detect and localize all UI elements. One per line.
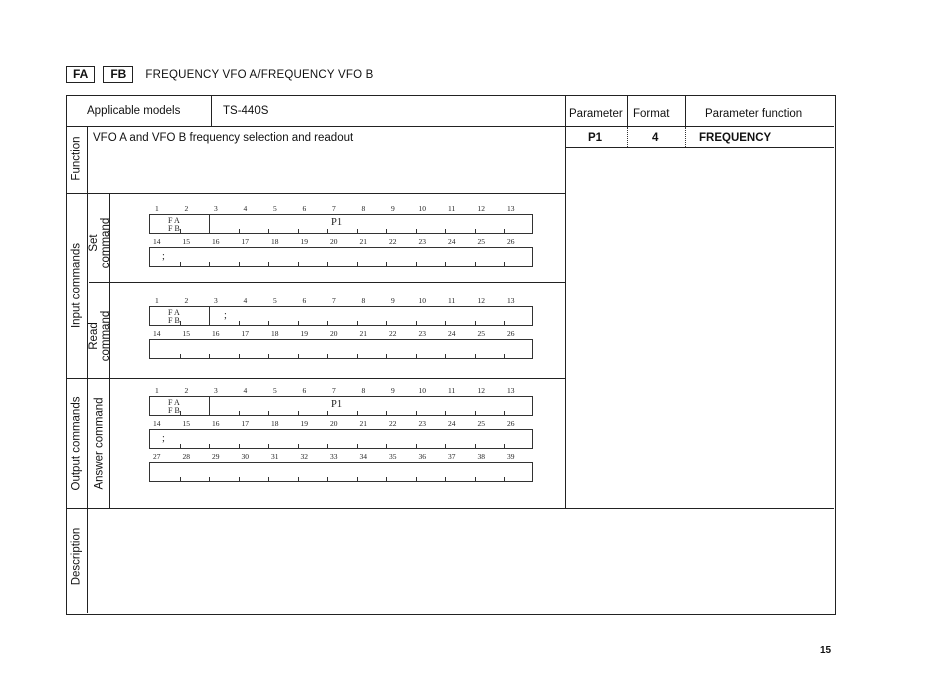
ans-row1-number: 5 (273, 386, 277, 395)
function-label: Function (70, 136, 83, 181)
ans-row3-tick (327, 477, 328, 482)
cmd-fa: F A (168, 216, 180, 225)
read-row1-tick (475, 321, 476, 326)
set-row2-number: 19 (300, 237, 308, 246)
read-row1-tick (239, 321, 240, 326)
ans-row1-number: 8 (361, 386, 366, 395)
read-row1-number: 4 (243, 296, 248, 305)
read-row2-number: 25 (477, 329, 485, 338)
set-label: Set (88, 234, 100, 252)
read-row1-tick (327, 321, 328, 326)
header-divider (67, 126, 834, 127)
function-divider (67, 193, 565, 194)
read-row2-tick (416, 354, 417, 359)
set-row2-tick (416, 262, 417, 267)
read-row1-number: 13 (507, 296, 515, 305)
ans-row3-tick (504, 477, 505, 482)
read-row2-number: 14 (153, 329, 161, 338)
ans-row3-number: 38 (477, 452, 485, 461)
ans-row3-number: 37 (448, 452, 456, 461)
set-row1-number: 6 (302, 204, 307, 213)
set-row1-tick (504, 229, 505, 234)
ans-row1-tick (327, 411, 328, 416)
ans-row2-box (149, 429, 533, 449)
set-row2-number: 21 (359, 237, 367, 246)
set-row2-tick (180, 262, 181, 267)
input-output-divider (67, 378, 565, 379)
ans-row3-number: 31 (271, 452, 279, 461)
cmd-divider (209, 306, 210, 326)
ans-row3-number: 33 (330, 452, 338, 461)
ans-row2-number: 23 (418, 419, 426, 428)
set-row2-tick (209, 262, 210, 267)
set-row1-number: 1 (155, 204, 159, 213)
cmd-fa: F A (168, 398, 180, 407)
set-row2-tick (386, 262, 387, 267)
set-row1-number: 4 (243, 204, 248, 213)
set-read-divider (89, 282, 565, 283)
set-row1-box (149, 214, 533, 234)
set-row2-tick (239, 262, 240, 267)
read-row1-box (149, 306, 533, 326)
read-row1-tick (357, 321, 358, 326)
read-row2-number: 17 (241, 329, 249, 338)
set-row1-number: 2 (184, 204, 189, 213)
input-commands-label: Input commands (70, 243, 83, 329)
set-command-label (88, 211, 112, 275)
read-row2-number: 22 (389, 329, 397, 338)
set-row1-tick (386, 229, 387, 234)
read-row1-number: 7 (332, 296, 336, 305)
ans-row1-tick (416, 411, 417, 416)
read-row1-number: 1 (155, 296, 159, 305)
read-row2-tick (180, 354, 181, 359)
ans-row1-number: 11 (448, 386, 456, 395)
ans-row3-number: 32 (300, 452, 308, 461)
ans-row3-tick (445, 477, 446, 482)
ans-row3-box (149, 462, 533, 482)
set-row1-tick (445, 229, 446, 234)
command-title: FREQUENCY VFO A/FREQUENCY VFO B (145, 68, 374, 81)
cmd-terminator: ; (162, 433, 165, 444)
ans-row2-number: 22 (389, 419, 397, 428)
read-row1-number: 12 (477, 296, 485, 305)
set-row2-tick (327, 262, 328, 267)
ans-row1-tick (445, 411, 446, 416)
ans-row2-tick (180, 444, 181, 449)
ans-row2-tick (268, 444, 269, 449)
ans-row1-tick (357, 411, 358, 416)
ans-row3-tick (386, 477, 387, 482)
set-row2-number: 23 (418, 237, 426, 246)
read-label: Read (88, 322, 100, 350)
ans-row1-tick (475, 411, 476, 416)
ans-row2-tick (327, 444, 328, 449)
set-row2-tick (475, 262, 476, 267)
ans-row1-box (149, 396, 533, 416)
param-row-divider (565, 147, 834, 148)
ans-row2-number: 21 (359, 419, 367, 428)
set-row2-number: 14 (153, 237, 161, 246)
read-command-word: command (100, 310, 112, 362)
ans-row3-number: 30 (241, 452, 249, 461)
ans-row3-tick (268, 477, 269, 482)
description-label: Description (70, 527, 83, 586)
read-row1-number: 3 (214, 296, 218, 305)
ans-row2-tick (416, 444, 417, 449)
ans-row2-tick (504, 444, 505, 449)
ans-row1-number: 13 (507, 386, 515, 395)
set-row1-number: 8 (361, 204, 366, 213)
set-row2-number: 16 (212, 237, 220, 246)
ans-row3-number: 28 (182, 452, 190, 461)
cmd-terminator: ; (224, 310, 227, 321)
applicable-models-value: TS-440S (223, 105, 269, 117)
cmd-fa: F A (168, 308, 180, 317)
ans-row2-number: 14 (153, 419, 161, 428)
ans-row3-number: 29 (212, 452, 220, 461)
read-row1-number: 5 (273, 296, 277, 305)
set-row1-number: 7 (332, 204, 336, 213)
ans-row2-tick (475, 444, 476, 449)
ans-row3-number: 36 (418, 452, 426, 461)
params-left-divider (565, 96, 566, 508)
param-value-format: 4 (652, 132, 659, 144)
read-row1-tick (504, 321, 505, 326)
ans-row3-tick (416, 477, 417, 482)
models-divider (211, 96, 212, 126)
ans-row2-number: 20 (330, 419, 338, 428)
param-dotted-1 (627, 127, 628, 147)
set-row2-number: 22 (389, 237, 397, 246)
read-row2-tick (386, 354, 387, 359)
ans-row3-number: 27 (153, 452, 161, 461)
command-title-bar (66, 66, 374, 83)
ans-row1-tick (504, 411, 505, 416)
ans-row3-number: 34 (359, 452, 367, 461)
read-row2-number: 24 (448, 329, 456, 338)
cmd-terminator: ; (162, 251, 165, 262)
ans-row2-tick (239, 444, 240, 449)
page-number: 15 (820, 645, 832, 656)
set-row2-number: 25 (477, 237, 485, 246)
ans-row1-number: 2 (184, 386, 189, 395)
read-row2-number: 20 (330, 329, 338, 338)
set-row1-tick (268, 229, 269, 234)
param-value-function: FREQUENCY (699, 132, 772, 144)
set-row2-tick (357, 262, 358, 267)
set-row1-tick (416, 229, 417, 234)
ans-row2-number: 17 (241, 419, 249, 428)
set-row2-number: 18 (271, 237, 279, 246)
param-dotted-2 (685, 127, 686, 147)
ans-row2-tick (209, 444, 210, 449)
ans-row1-tick (386, 411, 387, 416)
cmd-p1: P1 (331, 217, 343, 228)
ans-row2-number: 18 (271, 419, 279, 428)
set-row1-tick (239, 229, 240, 234)
read-row2-number: 18 (271, 329, 279, 338)
answer-command-label: Answer command (93, 397, 106, 490)
param-header-format: Format (633, 108, 670, 120)
set-row1-tick (327, 229, 328, 234)
read-row1-number: 6 (302, 296, 307, 305)
ans-row3-tick (298, 477, 299, 482)
read-row2-tick (445, 354, 446, 359)
read-row2-tick (327, 354, 328, 359)
ans-row2-number: 25 (477, 419, 485, 428)
set-row1-number: 9 (391, 204, 395, 213)
cmd-fb: F B (168, 316, 180, 325)
ans-row1-tick (239, 411, 240, 416)
ans-row2-number: 15 (182, 419, 190, 428)
set-row2-tick (445, 262, 446, 267)
params-col1-divider (627, 96, 628, 126)
command-table (66, 95, 836, 615)
set-row2-tick (504, 262, 505, 267)
read-row1-tick (445, 321, 446, 326)
set-row2-number: 26 (507, 237, 515, 246)
ans-row2-number: 16 (212, 419, 220, 428)
read-row1-number: 9 (391, 296, 395, 305)
read-row2-number: 16 (212, 329, 220, 338)
read-row2-box (149, 339, 533, 359)
set-row1-number: 10 (418, 204, 426, 213)
param-value-parameter: P1 (588, 132, 603, 144)
ans-row1-number: 10 (418, 386, 426, 395)
ans-row3-tick (239, 477, 240, 482)
read-row1-tick (416, 321, 417, 326)
ans-row2-tick (445, 444, 446, 449)
ans-row1-number: 1 (155, 386, 159, 395)
set-row1-tick (357, 229, 358, 234)
read-row2-tick (268, 354, 269, 359)
set-row2-tick (298, 262, 299, 267)
ans-row1-number: 6 (302, 386, 307, 395)
read-row2-tick (239, 354, 240, 359)
set-row1-number: 12 (477, 204, 485, 213)
ans-row2-tick (386, 444, 387, 449)
read-row2-tick (504, 354, 505, 359)
output-commands-label: Output commands (70, 396, 83, 491)
read-row2-number: 19 (300, 329, 308, 338)
ans-row1-number: 4 (243, 386, 248, 395)
read-row2-tick (298, 354, 299, 359)
command-tag-fa: FA (66, 66, 95, 83)
read-row1-tick (268, 321, 269, 326)
set-row2-number: 20 (330, 237, 338, 246)
ans-row1-number: 12 (477, 386, 485, 395)
set-row1-tick (475, 229, 476, 234)
cmd-fb: F B (168, 406, 180, 415)
ans-row1-number: 7 (332, 386, 336, 395)
set-command-word: command (100, 217, 112, 269)
read-row1-number: 8 (361, 296, 366, 305)
read-row2-number: 15 (182, 329, 190, 338)
set-row1-number: 13 (507, 204, 515, 213)
ans-row2-number: 24 (448, 419, 456, 428)
ans-row3-number: 35 (389, 452, 397, 461)
ans-row3-tick (180, 477, 181, 482)
set-row2-box (149, 247, 533, 267)
params-col2-divider (685, 96, 686, 126)
set-row1-number: 3 (214, 204, 218, 213)
set-row2-number: 24 (448, 237, 456, 246)
read-row2-number: 21 (359, 329, 367, 338)
ans-row2-tick (298, 444, 299, 449)
read-row2-number: 26 (507, 329, 515, 338)
param-header-parameter: Parameter (569, 108, 623, 120)
read-row1-tick (298, 321, 299, 326)
label-column-divider (87, 126, 88, 613)
ans-row3-tick (357, 477, 358, 482)
param-header-function: Parameter function (705, 108, 803, 120)
cmd-fb: F B (168, 224, 180, 233)
ans-row1-number: 3 (214, 386, 218, 395)
ans-row1-tick (268, 411, 269, 416)
read-row2-tick (209, 354, 210, 359)
ans-row3-tick (475, 477, 476, 482)
ans-row1-tick (298, 411, 299, 416)
ans-row1-number: 9 (391, 386, 395, 395)
read-row2-number: 23 (418, 329, 426, 338)
output-description-divider (67, 508, 834, 509)
read-row1-tick (386, 321, 387, 326)
set-row1-tick (298, 229, 299, 234)
function-description: VFO A and VFO B frequency selection and readout (93, 132, 354, 144)
set-row2-tick (268, 262, 269, 267)
cmd-p1: P1 (331, 399, 343, 410)
read-command-label (88, 304, 112, 368)
cmd-divider (209, 214, 210, 234)
read-row2-tick (475, 354, 476, 359)
set-row2-number: 15 (182, 237, 190, 246)
read-row1-number: 10 (418, 296, 426, 305)
ans-row3-tick (209, 477, 210, 482)
command-tag-fb: FB (103, 66, 133, 83)
applicable-models-label: Applicable models (87, 105, 181, 117)
ans-row2-number: 19 (300, 419, 308, 428)
read-row1-number: 11 (448, 296, 456, 305)
ans-row3-number: 39 (507, 452, 515, 461)
read-row2-tick (357, 354, 358, 359)
set-row1-number: 11 (448, 204, 456, 213)
ans-row2-number: 26 (507, 419, 515, 428)
set-row1-number: 5 (273, 204, 277, 213)
ans-row2-tick (357, 444, 358, 449)
set-row2-number: 17 (241, 237, 249, 246)
cmd-divider (209, 396, 210, 416)
read-row1-number: 2 (184, 296, 189, 305)
